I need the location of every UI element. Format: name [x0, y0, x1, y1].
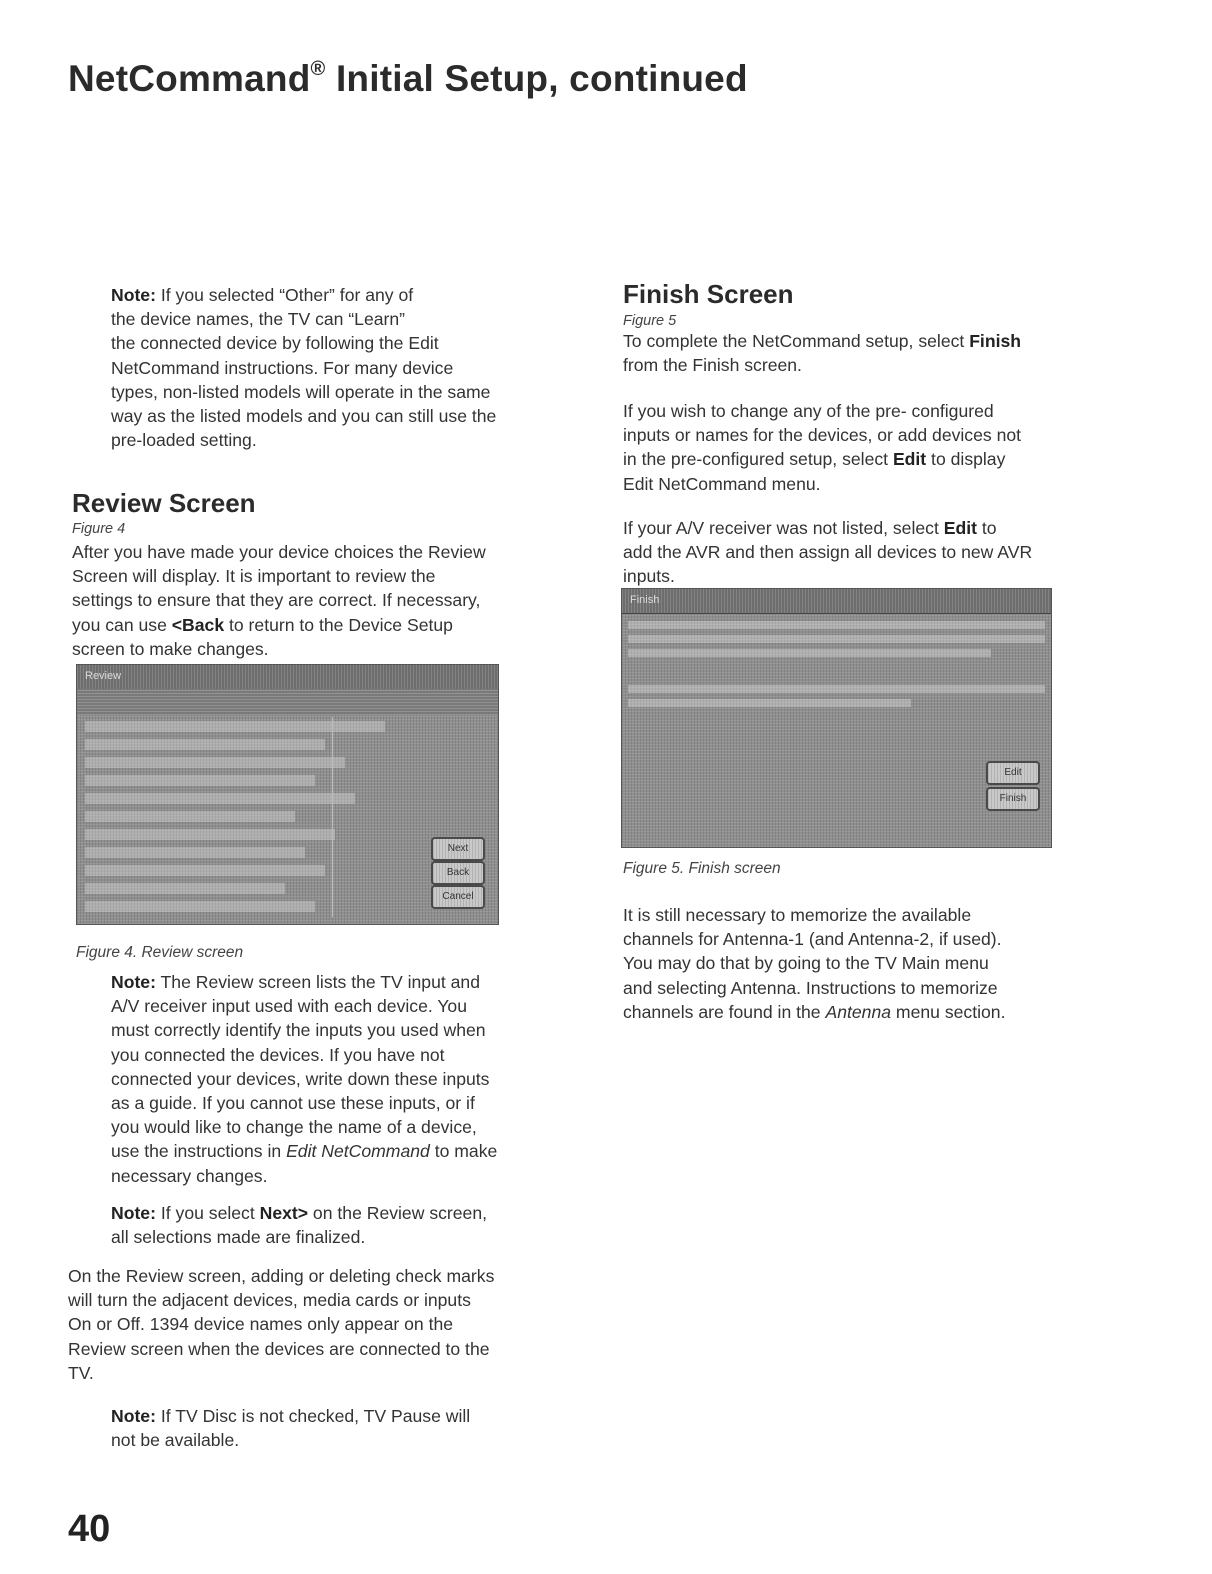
page-number: 40 — [68, 1508, 111, 1550]
review-next-button[interactable]: Next — [431, 837, 485, 861]
note-label: Note: — [111, 285, 156, 305]
finish-screen-image — [621, 588, 1052, 848]
finish-avr-paragraph: If your A/V receiver was not listed, select Edit to add the AVR and then assign all devices to new AVR inputs. — [623, 518, 1033, 587]
note-label: Note: — [111, 1203, 156, 1223]
review-back-button[interactable]: Back — [431, 861, 485, 885]
figure-5-caption: Figure 5. Finish screen — [623, 860, 781, 877]
figure-4-ref: Figure 4 — [72, 521, 126, 537]
review-cancel-button[interactable]: Cancel — [431, 885, 485, 909]
note-other-devices: Note: If you selected “Other” for any of the device names, the TV can “Learn” the connected device by following the Edit NetCommand instructions. For many device types, non-listed models will operate in the same way as the listed models and you can still use the pre-loaded setting. — [111, 285, 497, 451]
finish-edit-button[interactable]: Edit — [986, 761, 1040, 785]
review-checkmarks-paragraph: On the Review screen, adding or deleting check marks will turn the adjacent devices, media cards or inputs On or Off. 1394 device names only appear on the Review screen when the devices are connected to the TV. — [68, 1266, 495, 1383]
review-intro: After you have made your device choices the Review Screen will display. It is important to review the settings to ensure that they are correct. If necessary, you can use <Back to return to the Device Setup screen to make changes. — [72, 542, 486, 659]
finish-screen-heading: Finish Screen — [623, 279, 794, 309]
review-screen-image — [76, 664, 499, 925]
note-review-inputs: Note: The Review screen lists the TV input and A/V receiver input used with each device. You must correctly identify the inputs you used when you connected the devices. If you have not connected your devices, write down these inputs as a guide. If you cannot use these inputs, or if you would like to change the name of a device, use the instructions in Edit NetCommand to make necessary changes. — [111, 972, 498, 1186]
figure-4-caption: Figure 4. Review screen — [76, 944, 244, 961]
note-label: Note: — [111, 1406, 156, 1426]
note-next-finalized: Note: If you select Next> on the Review screen, all selections made are finalized. — [111, 1203, 488, 1248]
finish-screen-title: Finish — [630, 594, 660, 606]
review-screen-heading: Review Screen — [72, 488, 256, 518]
finish-intro: To complete the NetCommand setup, select Finish from the Finish screen. — [623, 331, 1021, 376]
note-tv-disc: Note: If TV Disc is not checked, TV Pause will not be available. — [111, 1406, 471, 1451]
note-label: Note: — [111, 972, 156, 992]
finish-finish-button[interactable]: Finish — [986, 787, 1040, 811]
review-screen-title: Review — [85, 670, 122, 682]
finish-edit-paragraph: If you wish to change any of the pre- configured inputs or names for the devices, or add devices not in the pre-configured setup, select Edit to display Edit NetCommand menu. — [623, 401, 1022, 494]
page-title: NetCommand® Initial Setup, continued — [68, 58, 748, 99]
antenna-paragraph: It is still necessary to memorize the available channels for Antenna-1 (and Antenna-2, if used). You may do that by going to the TV Main menu and selecting Antenna. Instructions to memorize channels are found in the Antenna menu section. — [623, 905, 1006, 1022]
figure-5-ref: Figure 5 — [623, 313, 677, 329]
